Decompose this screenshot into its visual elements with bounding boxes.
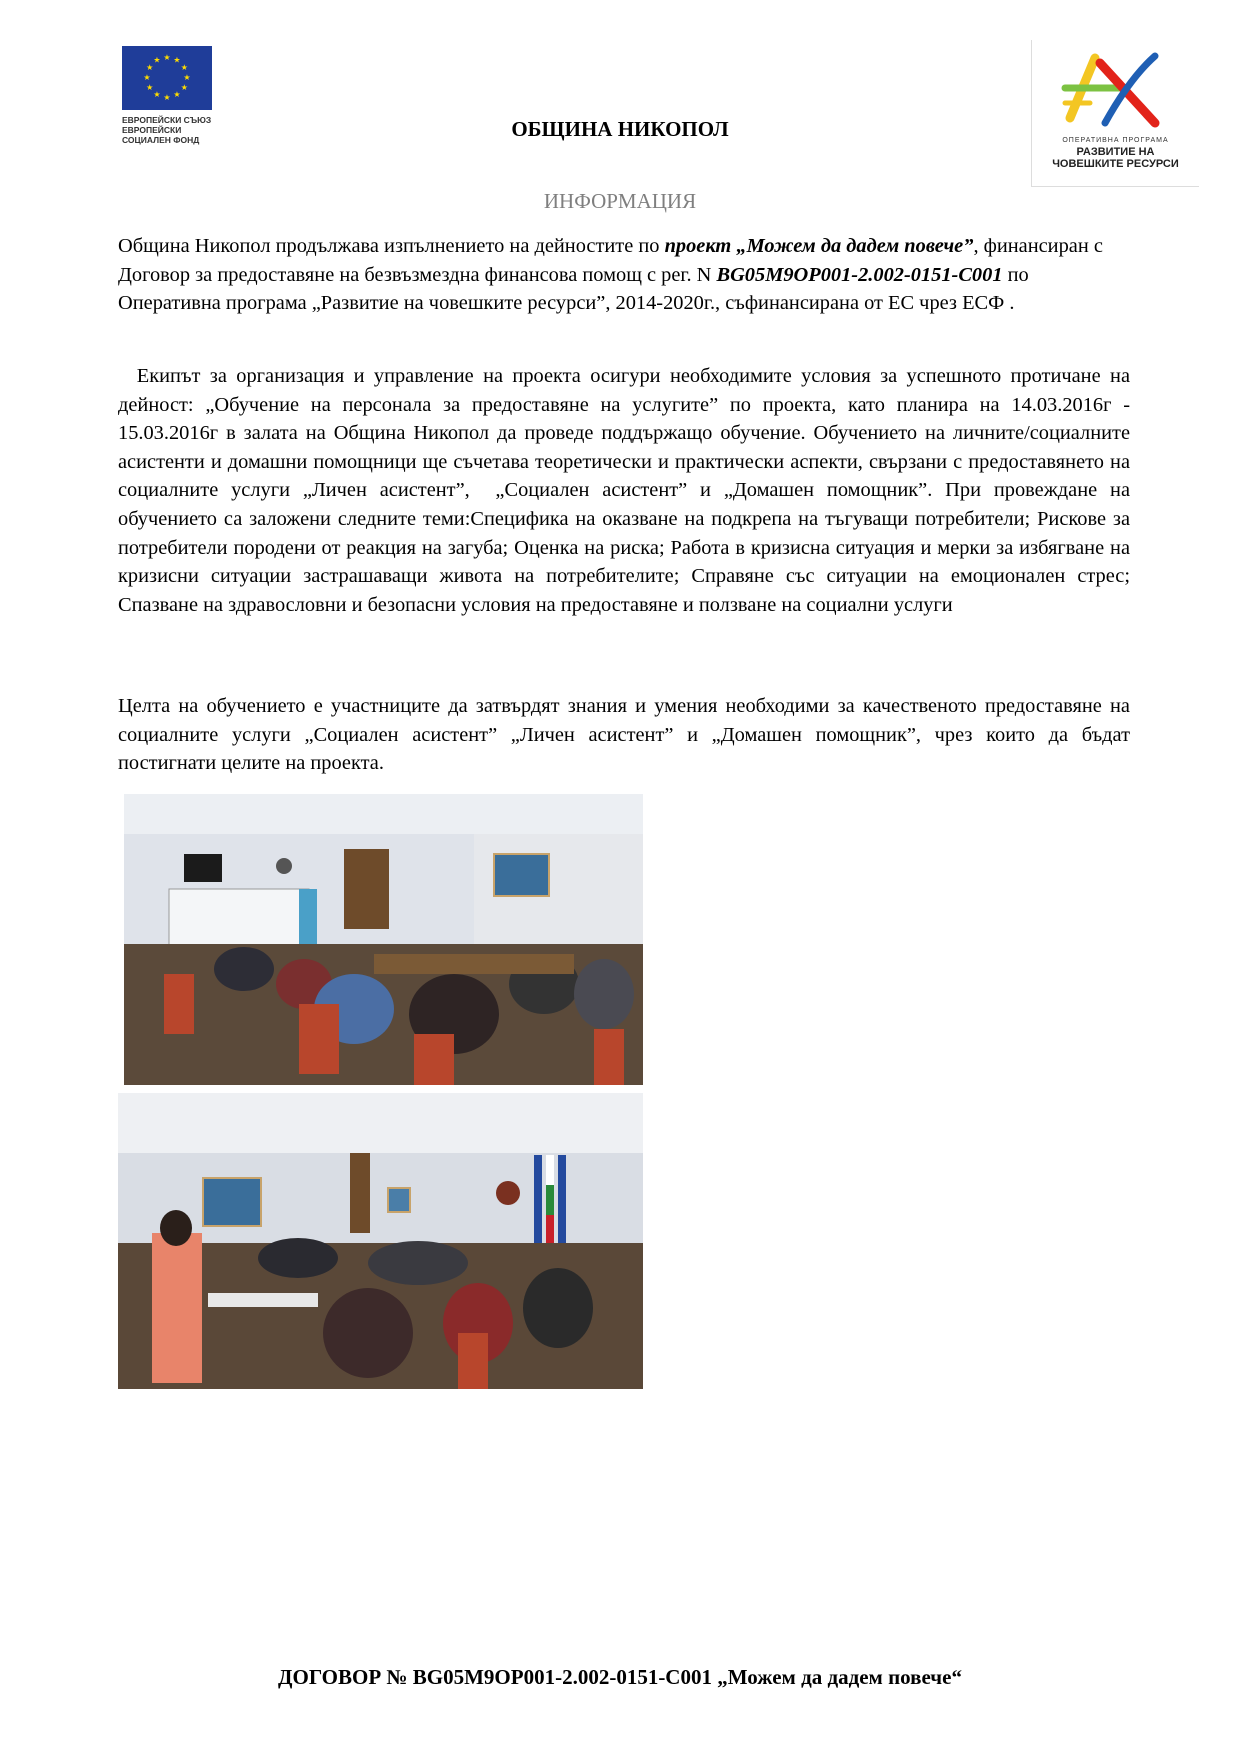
intro-text: Община Никопол продължава изпълнението на дейностите по	[118, 235, 665, 257]
op-logo-program: ОПЕРАТИВНА ПРОГРАМА	[1062, 137, 1169, 144]
eu-logo-line: СОЦИАЛЕН ФОНД	[122, 135, 200, 145]
eu-logo-line: ЕВРОПЕЙСКИ СЪЮЗ	[122, 115, 212, 125]
svg-text:★: ★	[163, 92, 171, 102]
project-name: проект „Можем да дадем повече”	[664, 235, 974, 257]
op-logo-line: ЧОВЕШКИТЕ РЕСУРСИ	[1052, 158, 1179, 170]
op-logo-title	[1032, 146, 1199, 170]
contract-number: BG05M9OP001-2.002-0151-C001	[716, 263, 1003, 286]
organization-title: ОБЩИНА НИКОПОЛ	[511, 117, 729, 141]
op-hrd-logo	[1031, 40, 1199, 187]
op-logo-line: РАЗВИТИЕ НА	[1076, 146, 1155, 158]
svg-text:★: ★	[146, 62, 154, 72]
intro-text: , финансиран с Договор за предоставяне на безвъзмездна финансова помощ с рег. N	[118, 235, 1103, 286]
intro-text: по Оперативна програма „Развитие на човешките ресурси”, 2014-2020г., съфинансирана от ЕС чрез ЕСФ .	[118, 263, 1029, 315]
training-photo-2	[118, 1093, 643, 1389]
section-title: ИНФОРМАЦИЯ	[543, 189, 697, 213]
svg-text:★: ★	[146, 82, 154, 92]
svg-text:★: ★	[173, 90, 181, 100]
paragraph-intro	[118, 232, 1130, 318]
eu-flag-icon	[122, 46, 212, 110]
svg-text:★: ★	[163, 52, 171, 62]
svg-text:★: ★	[153, 90, 161, 100]
paragraph-training: Екипът за организация и управление на проекта осигури необходимите условия за успешното протичане на дейност: „Обучение на персонала за предоставяне на услугите” по проекта, като планира на 14.03.2016г - 15.03.2016г в залата на Община Никопол да проведе поддържащо обучение. Обучението на личните/социалните асистенти и домашни помощници ще съчетава теоретически и практически аспекти, свързани с предоставянето на социалните услуги „Личен асистент”, „Социален асистент” и „Домашен помощник”. При провеждане на обучението са заложени следните теми:Специфика на оказване на подкрепа на тъгуващи потребители; Рискове за потребители породени от реакция на загуба; Оценка на риска; Работа в кризисна ситуация и мерки за избягване на кризисни ситуации застрашаващи живота на потребителите; Справяне със ситуации на емоционален стрес; Спазване на здравословни и безопасни условия на предоставяне и ползване на социални услуги	[118, 365, 1136, 616]
svg-text:★: ★	[143, 72, 151, 82]
svg-text:★: ★	[173, 55, 181, 65]
footer-contract: ДОГОВОР № BG05M9OP001-2.002-0151-C001 „Можем да дадем повече“	[278, 1665, 962, 1689]
svg-text:★: ★	[180, 62, 188, 72]
svg-text:★: ★	[183, 72, 191, 82]
svg-text:★: ★	[180, 82, 188, 92]
paragraph-goal: Целта на обучението е участниците да затвърдят знания и умения необходими за качественото предоставяне на социалните услуги „Социален асистент” „Личен асистент” и „Домашен помощник”, чрез които да бъдат постигнати целите на проекта.	[118, 695, 1130, 775]
svg-text:★: ★	[153, 55, 161, 65]
training-photo-1	[124, 794, 643, 1085]
eu-logo-line: ЕВРОПЕЙСКИ	[122, 125, 182, 135]
